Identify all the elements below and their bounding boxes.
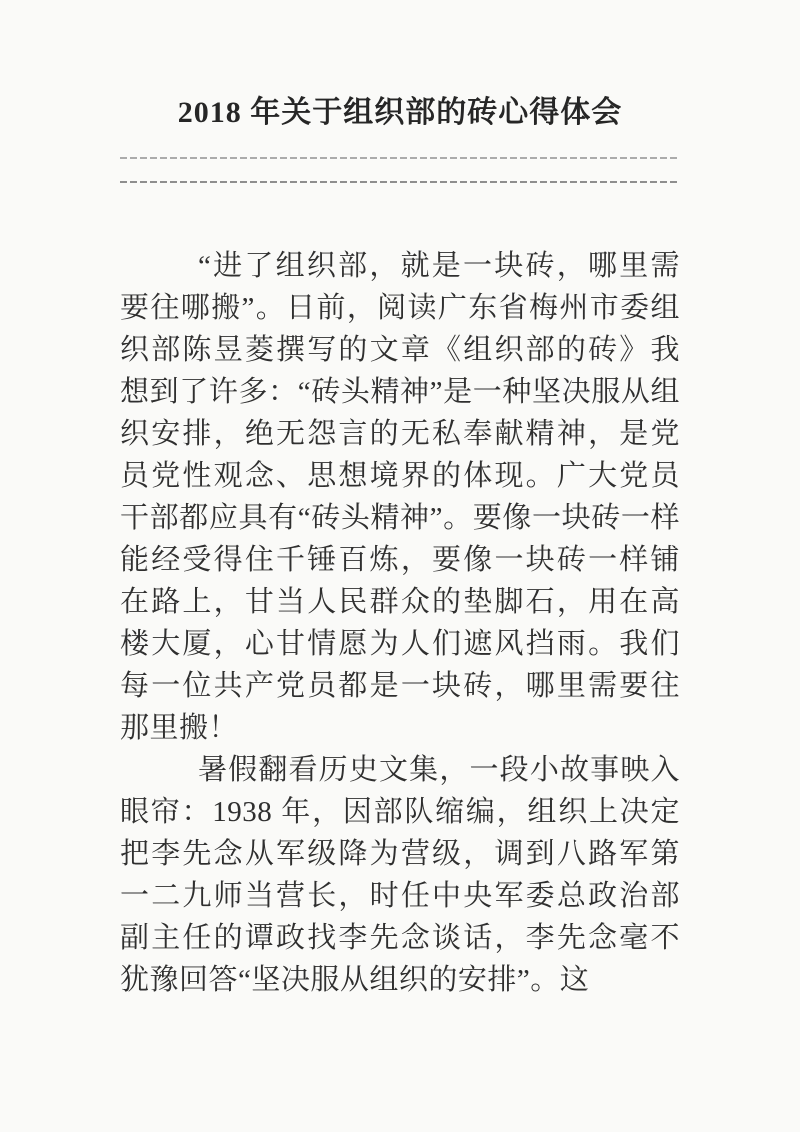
dashed-divider-top (120, 157, 680, 159)
page-title: 2018 年关于组织部的砖心得体会 (177, 96, 623, 129)
paragraph: 暑假翻看历史文集，一段小故事映入眼帘：1938 年，因部队缩编，组织上决定把李先念从军级降为营级，调到八路军第一二九师当营长，时任中央军委总政治部副主任的谭政找李先念谈话，李先念毫不犹豫回答“坚决服从组织的安排”。这 (120, 754, 680, 996)
dashed-divider-bottom (120, 181, 680, 183)
paragraph: “进了组织部，就是一块砖，哪里需要往哪搬”。日前，阅读广东省梅州市委组织部陈昱菱撰写的文章《组织部的砖》我想到了许多：“砖头精神”是一种坚决服从组织安排，绝无怨言的无私奉献精神，是党员党性观念、思想境界的体现。广大党员干部都应具有“砖头精神”。要像一块砖一样能经受得住千锤百炼，要像一块砖一样铺在路上，甘当人民群众的垫脚石，用在高楼大厦，心甘情愿为人们遮风挡雨。我们每一位共产党员都是一块砖，哪里需要往那里搬！ (120, 250, 680, 744)
document-body (120, 245, 680, 1001)
